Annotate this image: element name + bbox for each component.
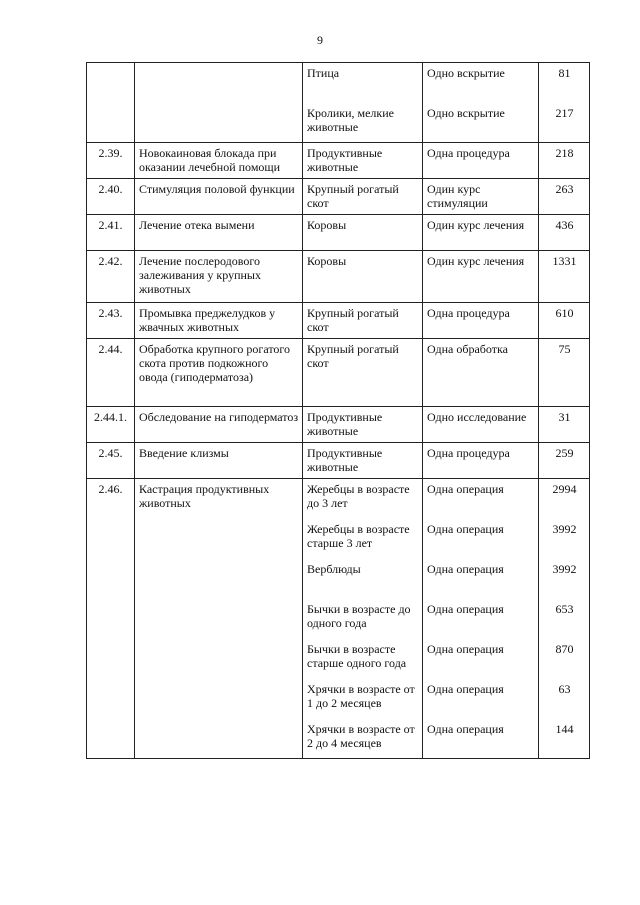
animal-type: Коровы — [303, 215, 423, 251]
unit-of-service: Одно исследование — [423, 407, 539, 443]
service-name: Лечение послеродового залеживания у крупных животных — [135, 251, 303, 303]
price-value: 218 — [539, 143, 590, 179]
service-name: Введение клизмы — [135, 443, 303, 479]
unit-of-service: Один курс лечения — [423, 215, 539, 251]
animal-type: Бычки в возрасте до одного года — [303, 599, 423, 639]
unit-of-service: Одна операция — [423, 719, 539, 759]
animal-type: Продуктивные животные — [303, 143, 423, 179]
price-value: 63 — [539, 679, 590, 719]
unit-of-service: Одна операция — [423, 559, 539, 599]
animal-type: Кролики, мелкие животные — [303, 103, 423, 143]
unit-of-service: Один курс лечения — [423, 251, 539, 303]
unit-of-service: Один курс стимуляции — [423, 179, 539, 215]
table-row — [87, 143, 590, 179]
tariff-table-body — [87, 63, 590, 759]
table-row — [87, 479, 590, 519]
service-name: Обследование на гиподерматоз — [135, 407, 303, 443]
price-value: 217 — [539, 103, 590, 143]
animal-type: Хрячки в возрасте от 2 до 4 месяцев — [303, 719, 423, 759]
unit-of-service: Одна операция — [423, 639, 539, 679]
unit-of-service: Одна операция — [423, 479, 539, 519]
table-row — [87, 407, 590, 443]
price-value: 81 — [539, 63, 590, 103]
animal-type: Хрячки в возрасте от 1 до 2 месяцев — [303, 679, 423, 719]
item-number: 2.44. — [87, 339, 135, 407]
unit-of-service: Одна операция — [423, 599, 539, 639]
price-value: 610 — [539, 303, 590, 339]
animal-type: Продуктивные животные — [303, 443, 423, 479]
unit-of-service: Одна обработка — [423, 339, 539, 407]
price-value: 1331 — [539, 251, 590, 303]
animal-type: Коровы — [303, 251, 423, 303]
price-value: 3992 — [539, 519, 590, 559]
table-row — [87, 443, 590, 479]
item-number: 2.46. — [87, 479, 135, 759]
table-row — [87, 339, 590, 407]
page-number: 9 — [317, 33, 323, 47]
item-number: 2.43. — [87, 303, 135, 339]
animal-type: Жеребцы в возрасте старше 3 лет — [303, 519, 423, 559]
tariff-table-container — [86, 62, 589, 759]
item-number: 2.42. — [87, 251, 135, 303]
service-name: Промывка преджелудков у жвачных животных — [135, 303, 303, 339]
price-value: 31 — [539, 407, 590, 443]
animal-type: Крупный рогатый скот — [303, 179, 423, 215]
item-number: 2.45. — [87, 443, 135, 479]
table-row — [87, 303, 590, 339]
service-name: Стимуляция половой функции — [135, 179, 303, 215]
price-value: 3992 — [539, 559, 590, 599]
animal-type: Крупный рогатый скот — [303, 339, 423, 407]
unit-of-service: Одна процедура — [423, 303, 539, 339]
unit-of-service: Одна процедура — [423, 143, 539, 179]
unit-of-service: Одна процедура — [423, 443, 539, 479]
price-value: 436 — [539, 215, 590, 251]
table-row — [87, 63, 590, 103]
item-number: 2.39. — [87, 143, 135, 179]
price-value: 263 — [539, 179, 590, 215]
animal-type: Верблюды — [303, 559, 423, 599]
price-value: 2994 — [539, 479, 590, 519]
price-value: 144 — [539, 719, 590, 759]
animal-type: Жеребцы в возрасте до 3 лет — [303, 479, 423, 519]
table-row — [87, 215, 590, 251]
table-row — [87, 251, 590, 303]
unit-of-service: Одна операция — [423, 679, 539, 719]
animal-type: Продуктивные животные — [303, 407, 423, 443]
item-number: 2.44.1. — [87, 407, 135, 443]
service-name — [135, 63, 303, 143]
unit-of-service: Одна операция — [423, 519, 539, 559]
animal-type: Крупный рогатый скот — [303, 303, 423, 339]
price-value: 870 — [539, 639, 590, 679]
price-value: 259 — [539, 443, 590, 479]
service-name: Кастрация продуктивных животных — [135, 479, 303, 759]
unit-of-service: Одно вскрытие — [423, 103, 539, 143]
item-number: 2.40. — [87, 179, 135, 215]
tariff-table — [86, 62, 590, 759]
table-row — [87, 179, 590, 215]
item-number — [87, 63, 135, 143]
service-name: Лечение отека вымени — [135, 215, 303, 251]
animal-type: Птица — [303, 63, 423, 103]
item-number: 2.41. — [87, 215, 135, 251]
price-value: 75 — [539, 339, 590, 407]
service-name: Обработка крупного рогатого скота против подкожного овода (гиподерматоза) — [135, 339, 303, 407]
service-name: Новокаиновая блокада при оказании лечебной помощи — [135, 143, 303, 179]
unit-of-service: Одно вскрытие — [423, 63, 539, 103]
price-value: 653 — [539, 599, 590, 639]
animal-type: Бычки в возрасте старше одного года — [303, 639, 423, 679]
